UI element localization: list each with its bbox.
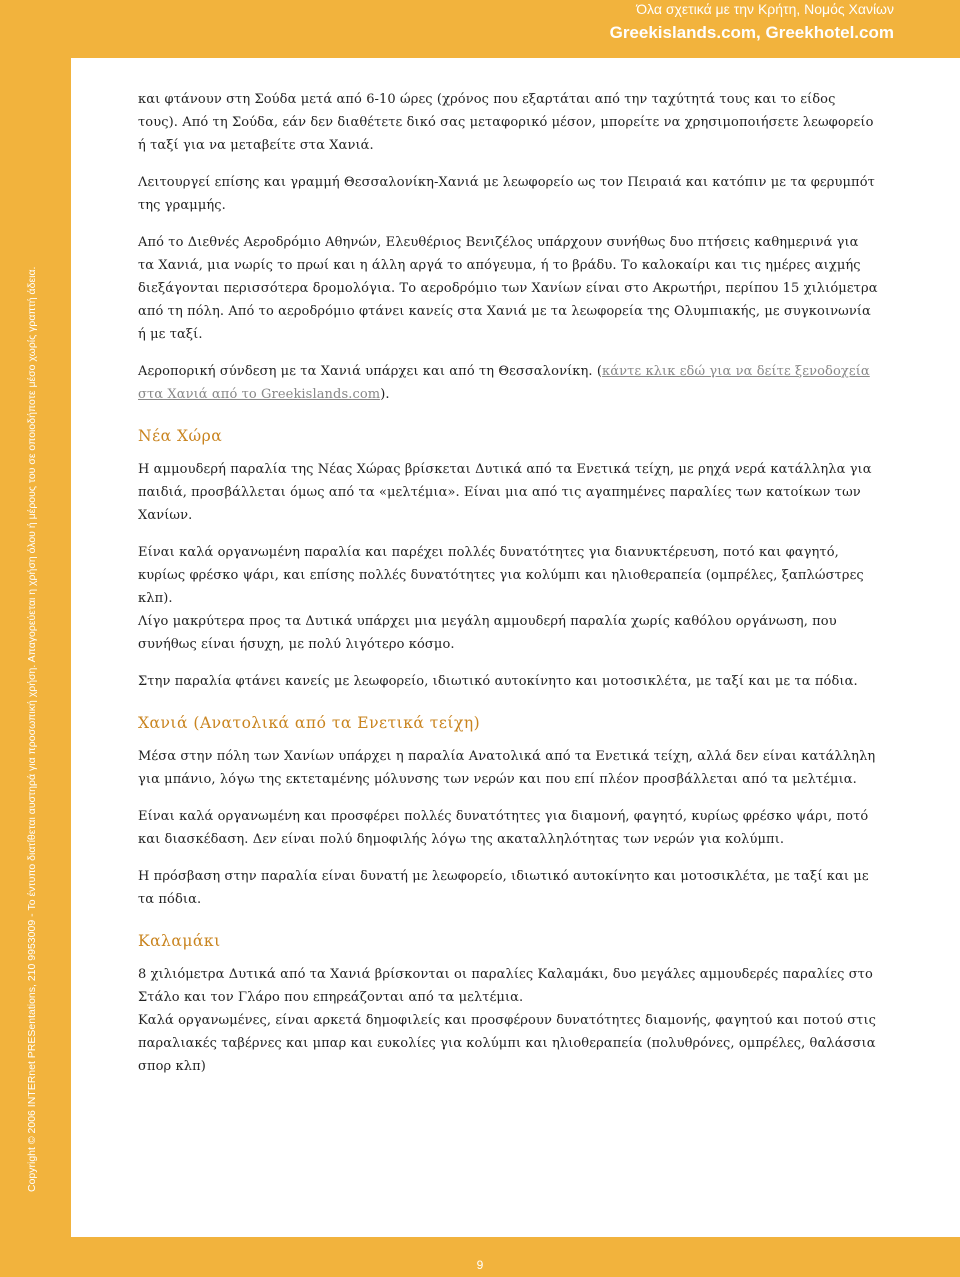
paragraph-athens-flights: Από το Διεθνές Αεροδρόμιο Αθηνών, Ελευθέριος Βενιζέλος υπάρχουν συνήθως δυο πτήσεις καθημερινά για τα Χανιά, μια νωρίς το πρωί και η άλλη αργά το απόγευμα, ή το βράδυ. Το καλοκαίρι και τις ημέρες αιχμής διεξάγονται περισσότερα δρομολόγια. Το αεροδρόμιο των Χανίων είναι στο Ακρωτήρι, περίπου 15 χιλιόμετρα από τη πόλη. Από το αεροδρόμιο φτάνει κανείς στα Χανιά με τα λεωφορεία της Ολυμπιακής, με συγκοινωνία ή με ταξί. — [138, 235, 878, 342]
paragraph-ferry-arrival: και φτάνουν στη Σούδα μετά από 6-10 ώρες (χρόνος που εξαρτάται από την ταχύτητά τους και το είδος τους). Από τη Σούδα, εάν δεν διαθέτετε δικό σας μεταφορικό μέσον, μπορείτε να χρησιμοποιήσετε λεωφορείο ή ταξί για να μεταβείτε στα Χανιά. — [138, 92, 874, 153]
paragraph-nea-chora-west: Λίγο μακρύτερα προς τα Δυτικά υπάρχει μια μεγάλη αμμουδερή παραλία χωρίς καθόλου οργάνωση, που συνήθως είναι ήσυχη, με πολύ λιγότερο κόσμο. — [138, 614, 837, 652]
footer-bar — [71, 1237, 960, 1277]
paragraph-thessaloniki-bus: Λειτουργεί επίσης και γραμμή Θεσσαλονίκη-Χανιά με λεωφορείο ως τον Πειραιά και κατόπιν με τα φερυμπότ της γραμμής. — [138, 175, 875, 213]
copyright-notice: Copyright © 2006 INTERnet PRESentations, 210 9953009 - Το έντυπο διατίθεται αυστηρά για προσωπική χρήση. Απαγορεύεται η χρήση όλου ή μέρους του σε οποιοδήποτε μέσο χωρίς γραπτή άδεια. — [26, 266, 38, 1192]
heading-nea-chora: Νέα Χώρα — [138, 427, 223, 445]
paragraph-chania-east-intro: Μέσα στην πόλη των Χανίων υπάρχει η παραλία Ανατολικά από τα Ενετικά τείχη, αλλά δεν είναι κατάλληλη για μπάνιο, λόγω της εκτεταμένης μόλυνσης των νερών και που επί πλέον προσβάλλεται από τα μελτέμια. — [138, 749, 876, 787]
paragraph-chania-east-access: Η πρόσβαση στην παραλία είναι δυνατή με λεωφορείο, ιδιωτικό αυτοκίνητο και μοτοσικλέτα, με ταξί και με τα πόδια. — [138, 869, 869, 907]
paragraph-nea-chora-access: Στην παραλία φτάνει κανείς με λεωφορείο, ιδιωτικό αυτοκίνητο και μοτοσικλέτα, με ταξί και με τα πόδια. — [138, 674, 858, 689]
header-brand: Greekislands.com, Greekhotel.com — [609, 23, 894, 42]
paragraph-end: ). — [380, 387, 390, 402]
document-body — [138, 88, 878, 1092]
header-bar — [0, 0, 960, 58]
heading-kalamaki: Καλαμάκι — [138, 932, 221, 950]
paragraph-thessaloniki-flights — [138, 360, 878, 406]
heading-chania-east: Χανιά (Ανατολικά από τα Ενετικά τείχη) — [138, 714, 481, 732]
paragraph-nea-chora-facilities: Είναι καλά οργανωμένη παραλία και παρέχει πολλές δυνατότητες για διανυκτέρευση, ποτό και φαγητό, κυρίως φρέσκο ψάρι, και επίσης πολλές δυνατότητες για κολύμπι και ηλιοθεραπεία (ομπρέλες, ξαπλώστρες κλπ). — [138, 545, 864, 606]
header-subtitle: Όλα σχετικά με την Κρήτη, Νομός Χανίων — [636, 1, 894, 17]
page-number: 9 — [476, 1258, 484, 1272]
paragraph-text: Αεροπορική σύνδεση με τα Χανιά υπάρχει και από τη Θεσσαλονίκη. ( — [138, 364, 603, 379]
paragraph-nea-chora-intro: Η αμμουδερή παραλία της Νέας Χώρας βρίσκεται Δυτικά από τα Ενετικά τείχη, με ρηχά νερά κατάλληλα για παιδιά, προσβάλλεται όμως από τα «μελτέμια». Είναι μια από τις αγαπημένες παραλίες των κατοίκων των Χανίων. — [138, 462, 872, 523]
paragraph-kalamaki-facilities: Καλά οργανωμένες, είναι αρκετά δημοφιλείς και προσφέρουν δυνατότητες διαμονής, φαγητού και ποτού στις παραλιακές ταβέρνες και μπαρ και ευκολίες για κολύμπι και ηλιοθεραπεία (πολυθρόνες, ομπρέλες, θαλάσσια σπορ κλπ) — [138, 1013, 877, 1074]
paragraph-chania-east-facilities: Είναι καλά οργανωμένη και προσφέρει πολλές δυνατότητες για διαμονή, φαγητό, κυρίως φρέσκο ψάρι, ποτό και διασκέδαση. Δεν είναι πολύ δημοφιλής λόγω της ακαταλληλότητας των νερών για κολύμπι. — [138, 809, 869, 847]
hotels-link[interactable]: κάντε κλικ εδώ για να δείτε ξενοδοχεία στα Χανιά από το Greekislands.com — [138, 364, 870, 402]
paragraph-kalamaki-intro: 8 χιλιόμετρα Δυτικά από τα Χανιά βρίσκονται οι παραλίες Καλαμάκι, δυο μεγάλες αμμουδερές παραλίες στο Στάλο και τον Γλάρο που επηρεάζονται από τα μελτέμια. — [138, 967, 873, 1005]
